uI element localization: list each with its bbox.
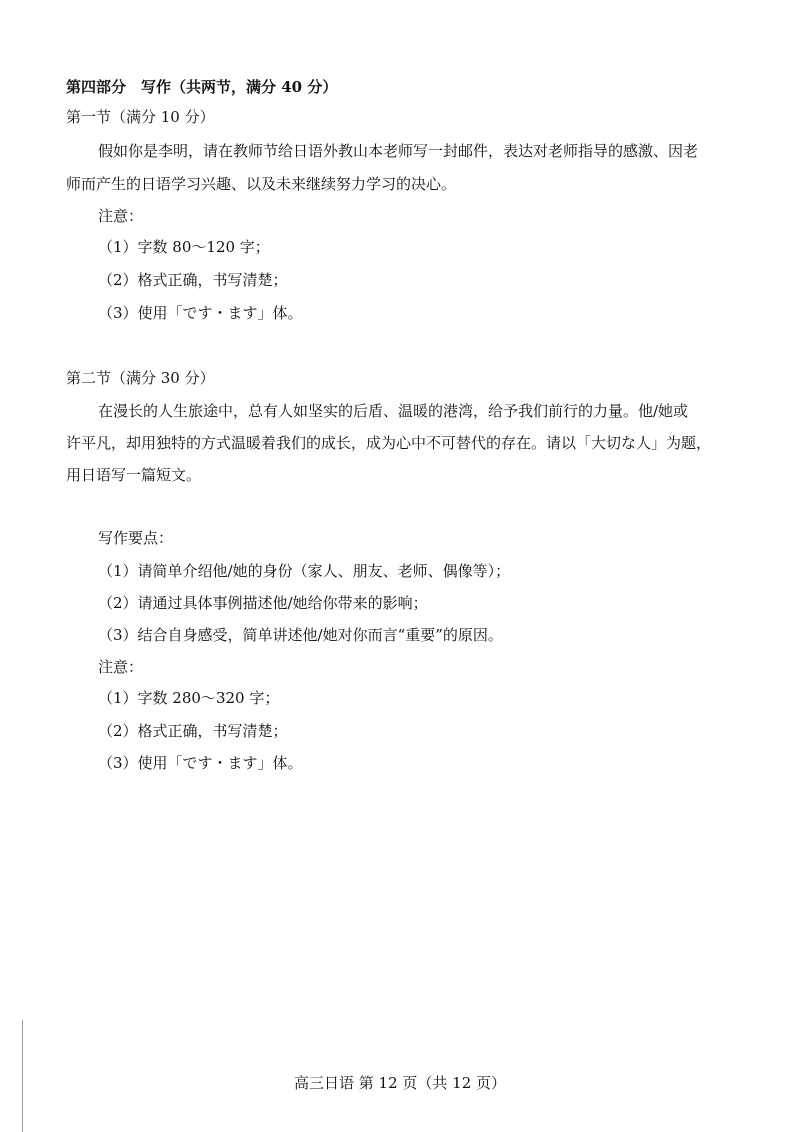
section1-note-1: （1）字数 80～120 字； [98, 238, 270, 256]
section1-notes-label: 注意： [98, 207, 144, 225]
section2-point-1: （1）请简单介绍他/她的身份（家人、朋友、老师、偶像等）； [98, 562, 511, 580]
section1-heading: 第一节（满分 10 分） [66, 108, 215, 126]
section1-prompt-line-1: 假如你是李明，请在教师节给日语外教山本老师写一封邮件，表达对老师指导的感激、因老 [98, 142, 699, 160]
part-heading: 第四部分 写作（共两节，满分 40 分） [66, 78, 338, 96]
section1-prompt-line-2: 师而产生的日语学习兴趣、以及未来继续努力学习的决心。 [66, 175, 457, 193]
page-footer: 高三日语 第 12 页（共 12 页） [293, 1074, 506, 1092]
section2-note-2: （2）格式正确，书写清楚； [98, 722, 288, 740]
section1-note-2: （2）格式正确，书写清楚； [98, 271, 288, 289]
section2-point-3: （3）结合自身感受，简单讲述他/她对你而言“重要”的原因。 [98, 626, 503, 644]
section2-point-2: （2）请通过具体事例描述他/她给你带来的影响； [98, 594, 428, 612]
section2-note-3: （3）使用「です・ます」体。 [98, 754, 303, 772]
section1-note-3: （3）使用「です・ます」体。 [98, 304, 303, 322]
section2-points-label: 写作要点： [98, 529, 174, 547]
section2-notes-label: 注意： [98, 658, 144, 676]
section2-note-1: （1）字数 280～320 字； [98, 689, 280, 707]
section2-heading: 第二节（满分 30 分） [66, 369, 215, 387]
section2-prompt-line-2: 许平凡，却用独特的方式温暖着我们的成长，成为心中不可替代的存在。请以「大切な人」为题， [66, 434, 712, 452]
section2-prompt-line-3: 用日语写一篇短文。 [66, 466, 202, 484]
section2-prompt-line-1: 在漫长的人生旅途中，总有人如坚实的后盾、温暖的港湾，给予我们前行的力量。他/她或 [98, 402, 689, 420]
